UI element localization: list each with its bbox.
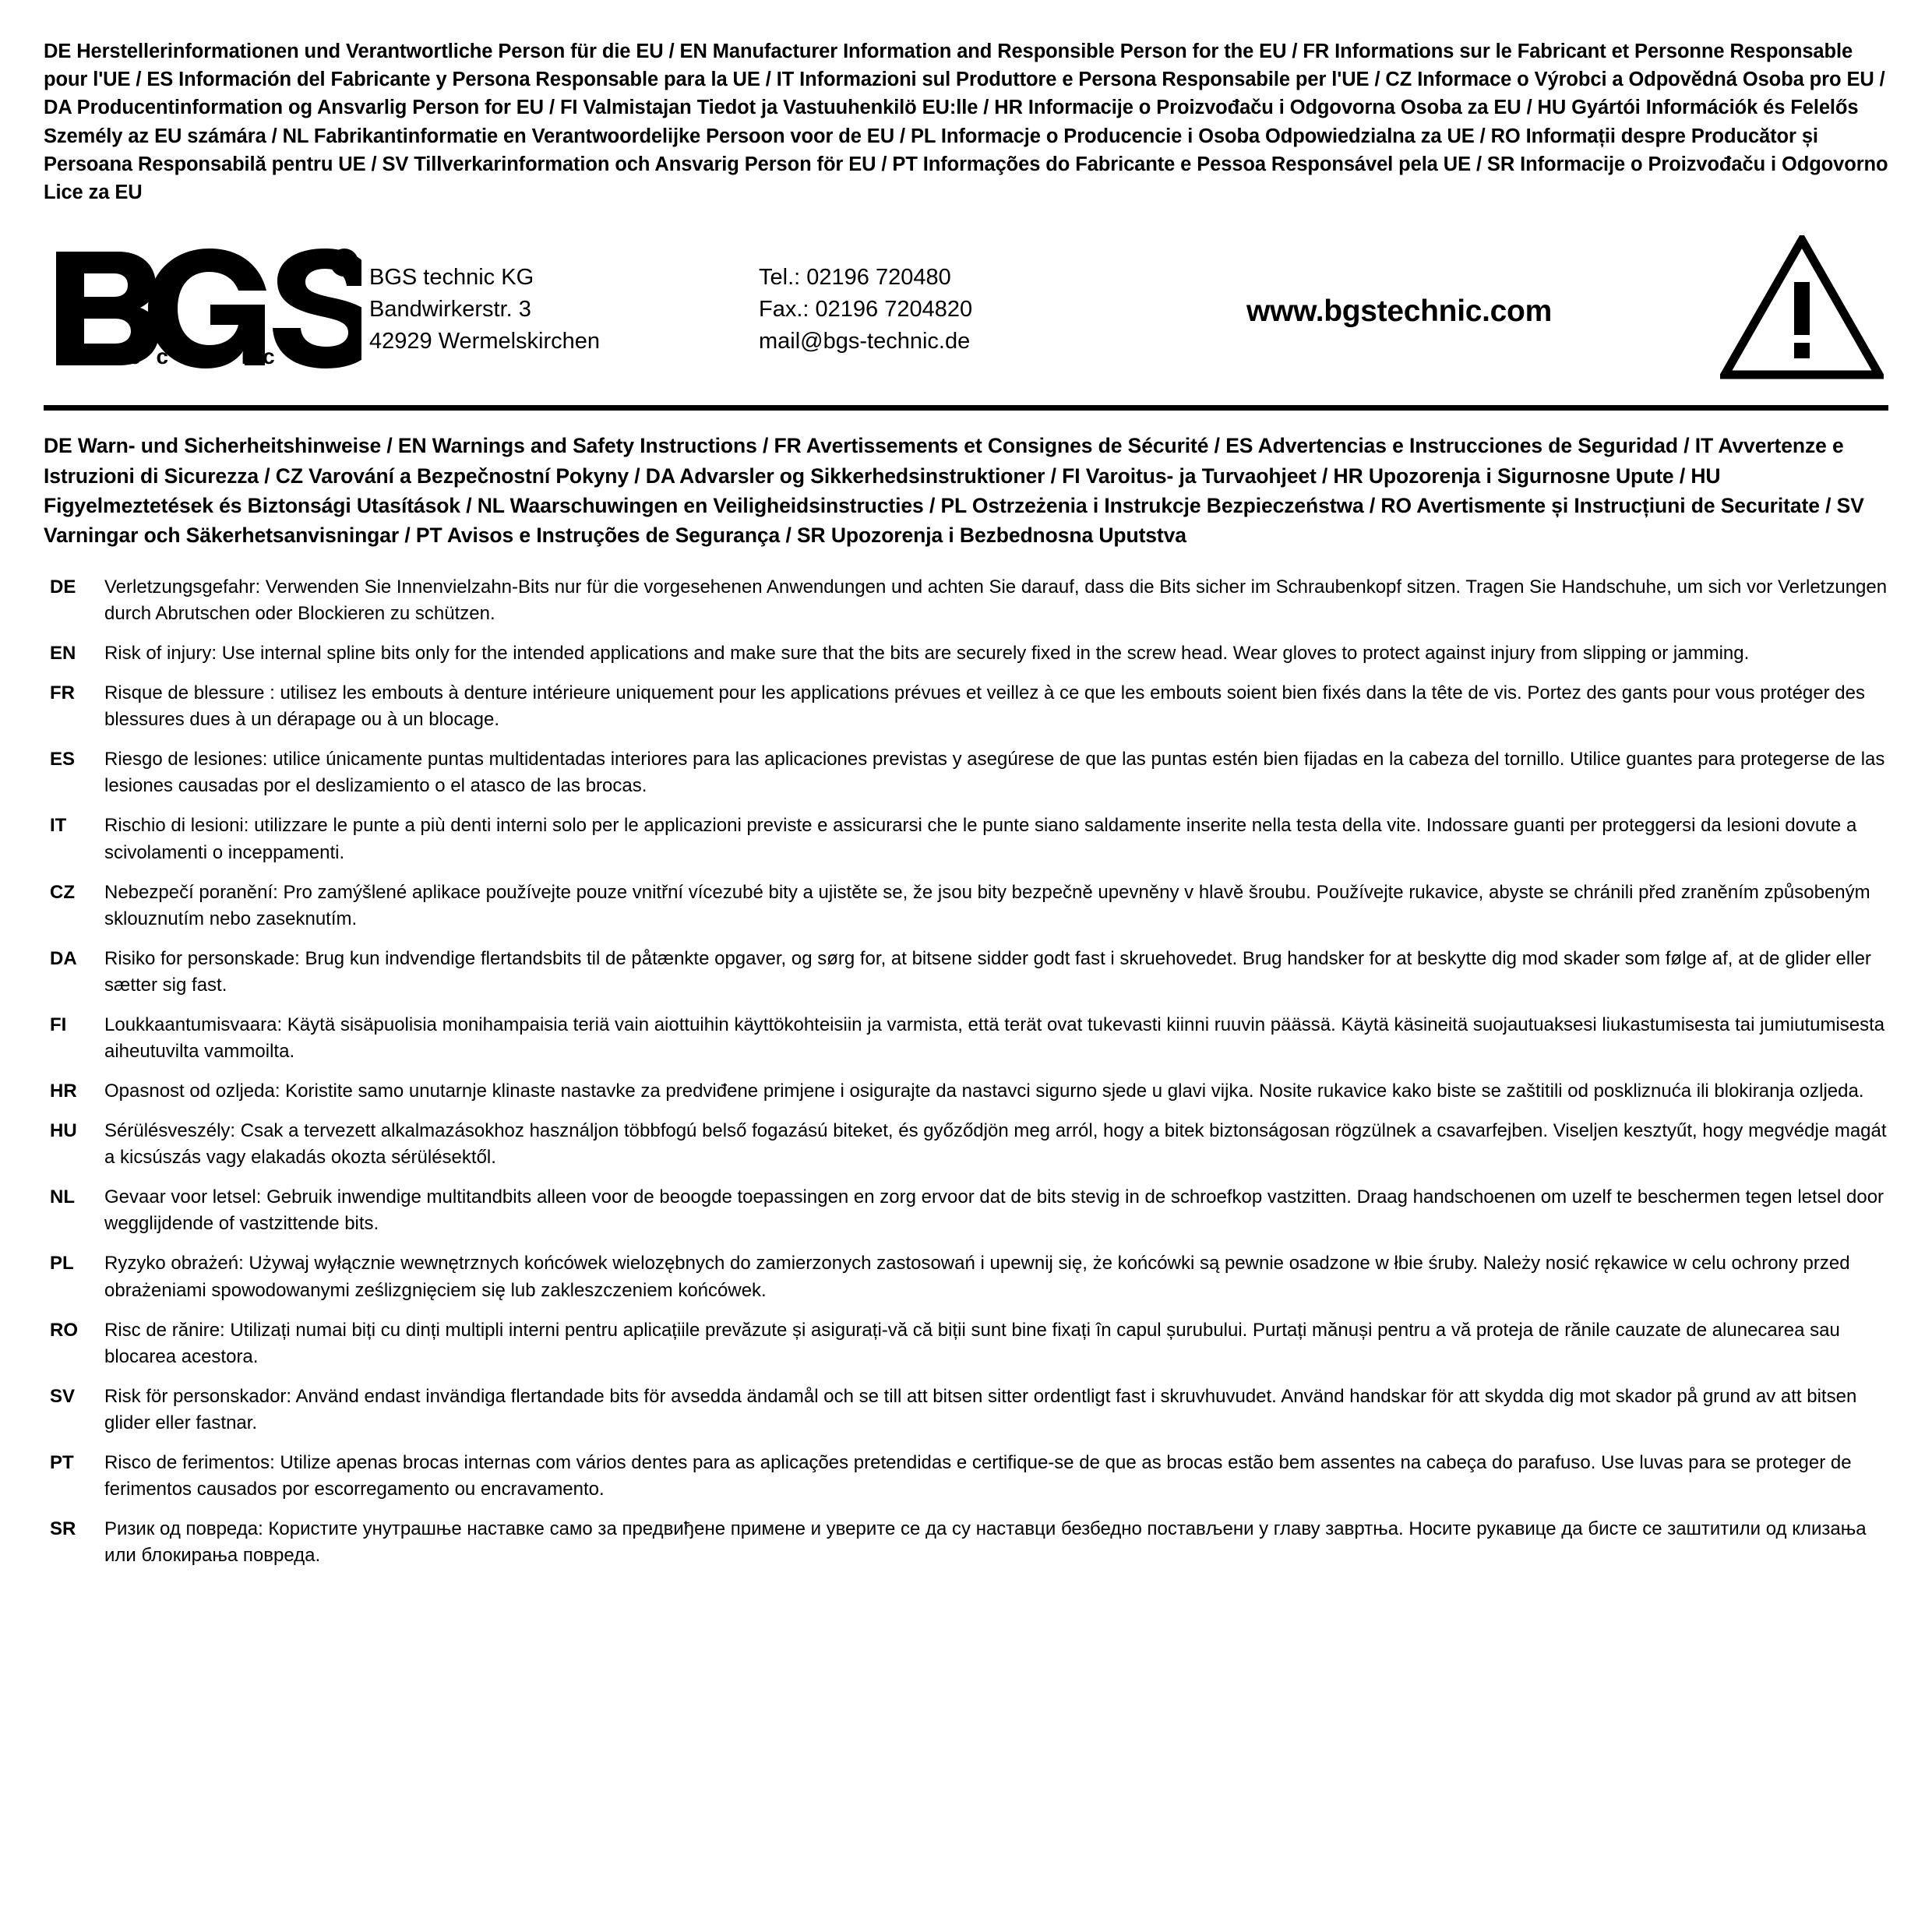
company-street: Bandwirkerstr. 3 [369, 297, 531, 323]
language-code: FI [50, 1014, 67, 1035]
warning-text: Risque de blessure : utilisez les embouts à denture intérieure uniquement pour les applications prévues et veillez à ce que les embouts soient bien fixés dans la tête de vis. Portez des gants pour vous protéger des blessures dues à un dérapage ou à un blocage. [104, 682, 1865, 731]
warning-text: Risiko for personskade: Brug kun indvendige flertandsbits til de påtænkte opgaver, og sørg for, at bitsene sidder godt fast i skruehovedet. Brug handsker for at beskytte dig mod skader som følge af, at de glider eller sætter sig fast. [104, 947, 1871, 996]
company-name: BGS technic KG [369, 264, 534, 290]
company-email[interactable]: mail@bgs-technic.de [759, 329, 971, 354]
language-code: IT [50, 815, 67, 837]
language-code: PT [50, 1451, 74, 1473]
warning-text: Risc de rănire: Utilizați numai biți cu dinți multipli interni pentru aplicațiile prevăzute și asigurați-vă că biții sunt bine fixați în capul șurubului. Purtați mănuși pentru a vă proteja de rănile cauzate de alunecarea sau blocarea acestora. [104, 1319, 1840, 1367]
svg-text:R: R [339, 256, 350, 272]
list-item [44, 1250, 1888, 1303]
list-item [44, 1384, 1888, 1437]
warning-text: Riesgo de lesiones: utilice únicamente puntas multidentadas interiores para las aplicaciones previstas y asegúrese de que las puntas estén bien fijadas en la cabeza del tornillo. Utilice guantes para protegerse de las lesiones causadas por el deslizamiento o el atasco de las brocas. [104, 749, 1885, 797]
language-code: NL [50, 1186, 75, 1208]
language-code: HR [50, 1081, 77, 1102]
warning-triangle-icon [1720, 235, 1884, 379]
list-item [44, 1184, 1888, 1237]
list-item [44, 1012, 1888, 1065]
company-website[interactable]: www.bgstechnic.com [1246, 294, 1552, 328]
list-item [44, 1317, 1888, 1370]
company-address [369, 257, 759, 358]
company-fax: Fax.: 02196 7204820 [759, 297, 973, 323]
language-code: FR [50, 682, 75, 704]
warning-triangle [1705, 235, 1888, 379]
bgs-logo [44, 245, 369, 370]
list-item [44, 1450, 1888, 1503]
list-item [44, 1078, 1888, 1105]
bgs-logo-icon [50, 245, 361, 370]
list-item [44, 946, 1888, 999]
company-information-band [44, 224, 1888, 411]
company-telephone: Tel.: 02196 720480 [759, 264, 951, 290]
language-code: HU [50, 1120, 77, 1142]
company-contact [759, 257, 1094, 358]
warning-text: Ризик од повреда: Користите унутрашње наставке само за предвиђене примене и уверите се да су наставци безбедно постављени у главу завртња. Носите рукавице да бисте се заштитили од клизања или блокирања повреда. [104, 1518, 1867, 1567]
language-code: CZ [50, 881, 75, 903]
warning-text: Loukkaantumisvaara: Käytä sisäpuolisia monihampaisia teriä vain aiottuihin käyttökohteisiin ja varmista, että terät ovat tukevasti kiinni ruuvin päässä. Käytä käsineitä suojautuaksesi liukastumisesta tai jumiutumisesta aiheutuvilta vammoilta. [104, 1014, 1885, 1062]
list-item [44, 813, 1888, 866]
warning-text: Verletzungsgefahr: Verwenden Sie Innenvielzahn-Bits nur für die vorgesehenen Anwendungen und achten Sie darauf, dass die Bits sicher im Schraubenkopf sitzen. Tragen Sie Handschuhe, um sich vor Verletzungen durch Abrutschen oder Blockieren zu schützen. [104, 576, 1888, 624]
warning-text: Opasnost od ozljeda: Koristite samo unutarnje klinaste nastavke za predviđene primjene i osigurajte da nastavci sigurno sjede u glavi vijka. Nosite rukavice kako biste se zaštitili od poskliznuća ili blokiranja ozljeda. [104, 1081, 1864, 1102]
language-code: EN [50, 643, 76, 665]
list-item [44, 1516, 1888, 1569]
list-item [44, 680, 1888, 733]
language-code: SR [50, 1518, 76, 1540]
language-code: ES [50, 749, 76, 770]
language-code: DE [50, 576, 76, 598]
warning-text: Risk of injury: Use internal spline bits only for the intended applications and make sure that the bits are securely fixed in the screw head. Wear gloves to protect against injury from slipping or jamming. [104, 643, 1750, 665]
safety-instructions-heading: DE Warn- und Sicherheitshinweise / EN Warnings and Safety Instructions / FR Avertissements et Consignes de Sécurité / ES Advertencias e Instrucciones de Seguridad / IT Avvertenze e Istruzioni di Sicurezza / CZ Varování a Bezpečnostní Pokyny / DA Advarsler og Sikkerhedsinstruktioner / FI Varoitus- ja Turvaohjeet / HR Upozorenja i Sigurnosne Upute / HU Figyelmeztetések és Biztonsági Utasítások / NL Waarschuwingen en Veiligheidsinstructies / PL Ostrzeżenia i Instrukcje Bezpieczeństwa / RO Avertismente și Instrucțiuni de Securitate / SV Varningar och Säkerhetsanvisningar / PT Avisos e Instruções de Segurança / SR Upozorenja i Bezbednosna Uputstva [44, 434, 1864, 548]
warning-text: Risk för personskador: Använd endast invändiga flertandade bits för avsedda ändamål och se till att bitsen sitter ordentligt fast i skruvhuvudet. Använd handskar för att skydda dig mot skador på grund av att bitsen glider eller fastnar. [104, 1385, 1857, 1433]
list-item [44, 1118, 1888, 1171]
language-code: RO [50, 1319, 78, 1341]
list-item [44, 640, 1888, 667]
list-item [44, 880, 1888, 933]
warning-text: Sérülésveszély: Csak a tervezett alkalmazásokhoz használjon többfogú belső fogazású biteket, és győződjön meg arról, hogy a bitek biztonságosan rögzülnek a csavarfejben. Viseljen kesztyűt, hogy megvédje magát a kicsúszás vagy elakadás okozta sérülésektől. [104, 1120, 1887, 1169]
warning-text: Gevaar voor letsel: Gebruik inwendige multitandbits alleen voor de beoogde toepassingen en zorg ervoor dat de bits stevig in de schroefkop vastzitten. Draag handschoenen om uzelf te beschermen tegen letsel door wegglijdende of vastzittende bits. [104, 1186, 1884, 1235]
warning-text: Rischio di lesioni: utilizzare le punte a più denti interni solo per le applicazioni previste e assicurarsi che le punte siano saldamente inserite nella testa della vite. Indossare guanti per proteggersi da lesioni dovute a scivolamenti o inceppamenti. [104, 815, 1857, 863]
svg-text:t e c h n i c: t e c h n i c [106, 344, 280, 368]
manufacturer-info-heading: DE Herstellerinformationen und Verantwortliche Person für die EU / EN Manufacturer Information and Responsible Person for the EU / FR Informations sur le Fabricant et Personne Responsable pour l'UE / ES Información del Fabricante y Persona Responsable para la UE / IT Informazioni sul Produttore e Persona Responsabile per l'UE / CZ Informace o Výrobci a Odpovědná Osoba pro EU / DA Producentinformation og Ansvarlig Person for EU / FI Valmistajan Tiedot ja Vastuuhenkilö EU:lle / HR Informacije o Proizvođaču i Odgovorna Osoba za EU / HU Gyártói Információk és Felelős Személy az EU számára / NL Fabrikantinformatie en Verantwoordelijke Persoon voor de EU / PL Informacje o Producencie i Osoba Odpowiedzialna za UE / RO Informații despre Producător și Persoana Responsabilă pentru UE / SV Tillverkarinformation och Ansvarig Person för EU / PT Informações do Fabricante e Pessoa Responsável pela UE / SR Informacije o Proizvođaču i Odgovorno Lice za EU [44, 41, 1888, 204]
language-code: SV [50, 1385, 76, 1407]
warning-text: Risco de ferimentos: Utilize apenas brocas internas com vários dentes para as aplicações pretendidas e certifique-se de que as brocas estão bem assentes na cabeça do parafuso. Use luvas para se proteger de ferimentos causados por escorregamento ou encravamento. [104, 1451, 1852, 1500]
list-item [44, 746, 1888, 799]
company-city: 42929 Wermelskirchen [369, 329, 601, 354]
warning-text: Ryzyko obrażeń: Używaj wyłącznie wewnętrznych końcówek wielozębnych do zamierzonych zastosowań i upewnij się, że końcówki są pewnie osadzone w łbie śruby. Należy nosić rękawice w celu ochrony przed obrażeniami spowodowanymi ześlizgnięciem się lub zakleszczeniem końcówek. [104, 1253, 1850, 1301]
warning-text: Nebezpečí poranění: Pro zamýšlené aplikace používejte pouze vnitřní vícezubé bity a ujistěte se, že jsou bity bezpečně upevněny v hlavě šroubu. Používejte rukavice, abyste se chránili před zraněním způsobeným sklouznutím nebo zaseknutím. [104, 881, 1870, 929]
list-item [44, 574, 1888, 627]
language-code: PL [50, 1253, 74, 1274]
language-code: DA [50, 947, 77, 969]
warnings-list [44, 574, 1888, 1569]
